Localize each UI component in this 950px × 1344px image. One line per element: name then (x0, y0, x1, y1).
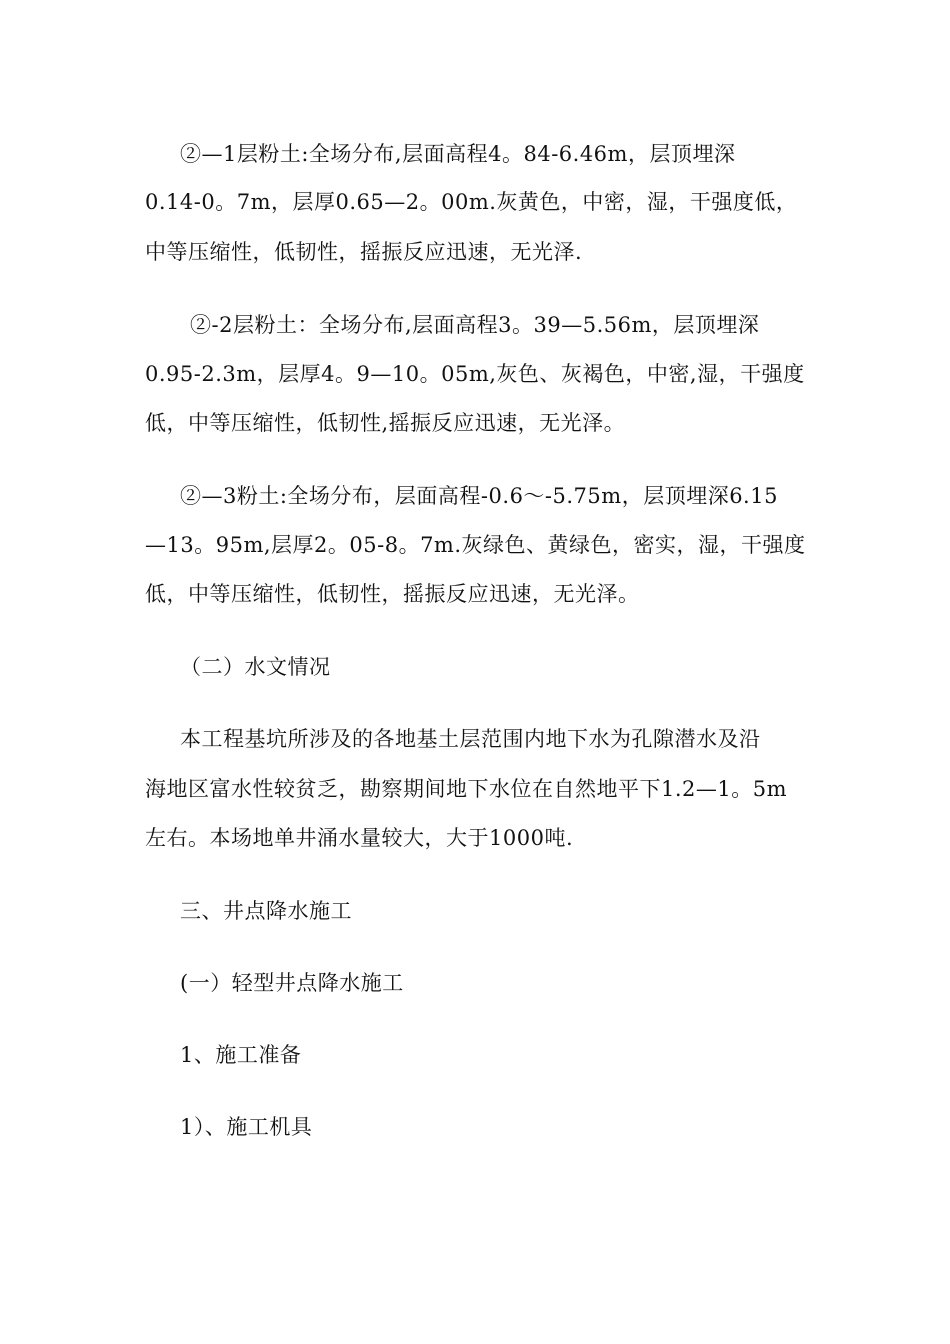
para3-line3: 低，中等压缩性，低韧性，摇振反应迅速，无光泽。 (145, 582, 640, 606)
para1-line1: ②—1层粉土:全场分布,层面高程4。84-6.46m，层顶埋深 (180, 142, 736, 166)
para4-line3: 左右。本场地单井涌水量较大，大于1000吨. (145, 826, 574, 850)
heading-preparation: 1、施工准备 (180, 1043, 302, 1067)
heading-hydrology: （二）水文情况 (180, 655, 331, 679)
para1-line3: 中等压缩性，低韧性，摇振反应迅速，无光泽. (145, 240, 583, 264)
para3-line1: ②—3粉土:全场分布，层面高程-0.6～-5.75m，层顶埋深6.15 (180, 484, 778, 508)
para4-line1: 本工程基坑所涉及的各地基土层范围内地下水为孔隙潜水及沿 (180, 727, 761, 751)
para2-line3: 低，中等压缩性，低韧性,摇振反应迅速，无光泽。 (145, 411, 626, 435)
para2-line2: 0.95-2.3m，层厚4。9—10。05m,灰色、灰褐色，中密,湿，干强度 (145, 362, 805, 386)
para4-line2: 海地区富水性较贫乏，勘察期间地下水位在自然地平下1.2—1。5m (145, 777, 788, 801)
para2-line1: ②-2层粉土：全场分布,层面高程3。39—5.56m，层顶埋深 (190, 313, 760, 337)
para1-line2: 0.14-0。7m，层厚0.65—2。00m.灰黄色，中密，湿，干强度低， (145, 190, 798, 214)
heading-light-wellpoint: (一）轻型井点降水施工 (180, 971, 404, 995)
heading-tools: 1）、施工机具 (180, 1115, 313, 1139)
heading-section-3: 三、井点降水施工 (180, 899, 352, 923)
para3-line2: —13。95m,层厚2。05-8。7m.灰绿色、黄绿色，密实，湿，干强度 (145, 533, 806, 557)
